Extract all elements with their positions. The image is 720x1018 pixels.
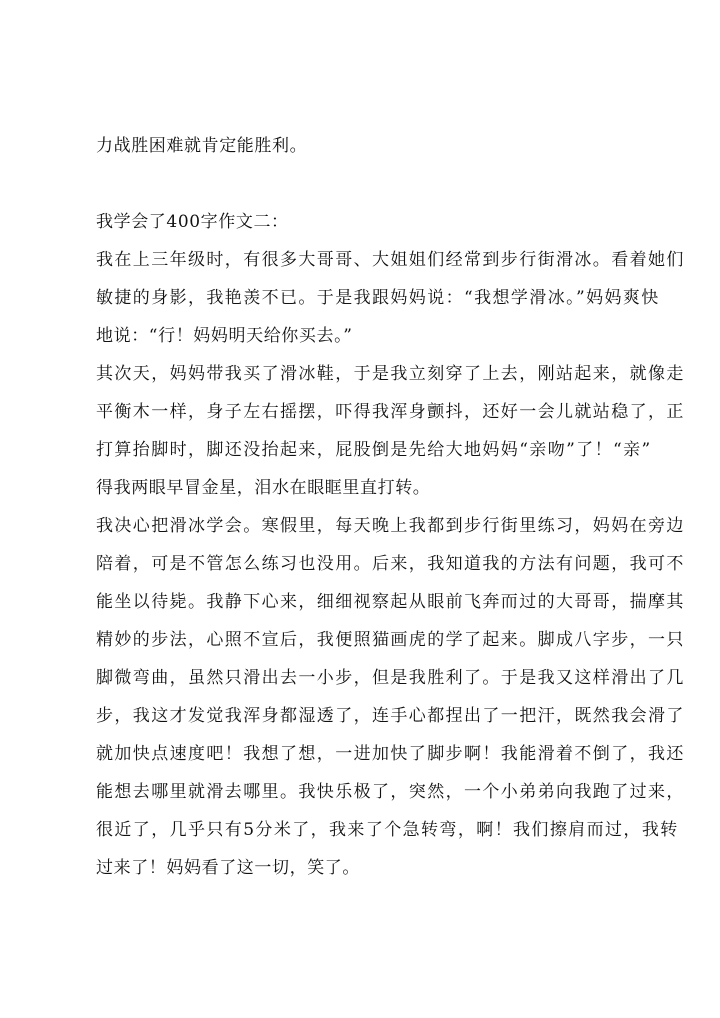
continuation-line: 力战胜困难就肯定能胜利。 — [96, 136, 308, 156]
paragraph-3-line-6: 步，我这才发觉我浑身都湿透了，连手心都捏出了一把汗，既然我会滑了 — [96, 706, 685, 726]
paragraph-3-line-10: 过来了！妈妈看了这一切，笑了。 — [96, 858, 360, 878]
paragraph-3-line-4: 精妙的步法，心照不宣后，我便照猫画虎的学了起来。脚成八字步，一只 — [96, 630, 685, 650]
paragraph-3-line-3: 能坐以待毙。我静下心来，细细视察起从眼前飞奔而过的大哥哥，揣摩其 — [96, 592, 685, 612]
section-title: 我学会了400字作文二： — [96, 212, 289, 232]
paragraph-3-line-8: 能想去哪里就滑去哪里。我快乐极了，突然，一个小弟弟向我跑了过来， — [96, 782, 685, 802]
paragraph-3-line-1: 我决心把滑冰学会。寒假里，每天晚上我都到步行街里练习，妈妈在旁边 — [96, 516, 685, 536]
paragraph-1-line-3: 地说：“行！妈妈明天给你买去。” — [96, 326, 353, 346]
paragraph-2-line-1: 其次天，妈妈带我买了滑冰鞋，于是我立刻穿了上去，刚站起来，就像走 — [96, 364, 685, 384]
paragraph-1-line-1: 我在上三年级时，有很多大哥哥、大姐姐们经常到步行街滑冰。看着她们 — [96, 250, 685, 270]
paragraph-3-line-2: 陪着，可是不管怎么练习也没用。后来，我知道我的方法有问题，我可不 — [96, 554, 685, 574]
paragraph-2-line-4: 得我两眼早冒金星，泪水在眼眶里直打转。 — [96, 478, 431, 498]
paragraph-3-line-9: 很近了，几乎只有5分米了，我来了个急转弯，啊！我们擦肩而过，我转 — [96, 820, 679, 840]
paragraph-3-line-5: 脚微弯曲，虽然只滑出去一小步，但是我胜利了。于是我又这样滑出了几 — [96, 668, 685, 688]
paragraph-2-line-2: 平衡木一样，身子左右摇摆，吓得我浑身颤抖，还好一会儿就站稳了，正 — [96, 402, 685, 422]
paragraph-1-line-2: 敏捷的身影，我艳羡不已。于是我跟妈妈说：“我想学滑冰。”妈妈爽快 — [96, 288, 660, 308]
paragraph-3-line-7: 就加快点速度吧！我想了想，一进加快了脚步啊！我能滑着不倒了，我还 — [96, 744, 685, 764]
paragraph-2-line-3: 打算抬脚时，脚还没抬起来，屁股倒是先给大地妈妈“亲吻”了！“亲” — [96, 440, 652, 460]
